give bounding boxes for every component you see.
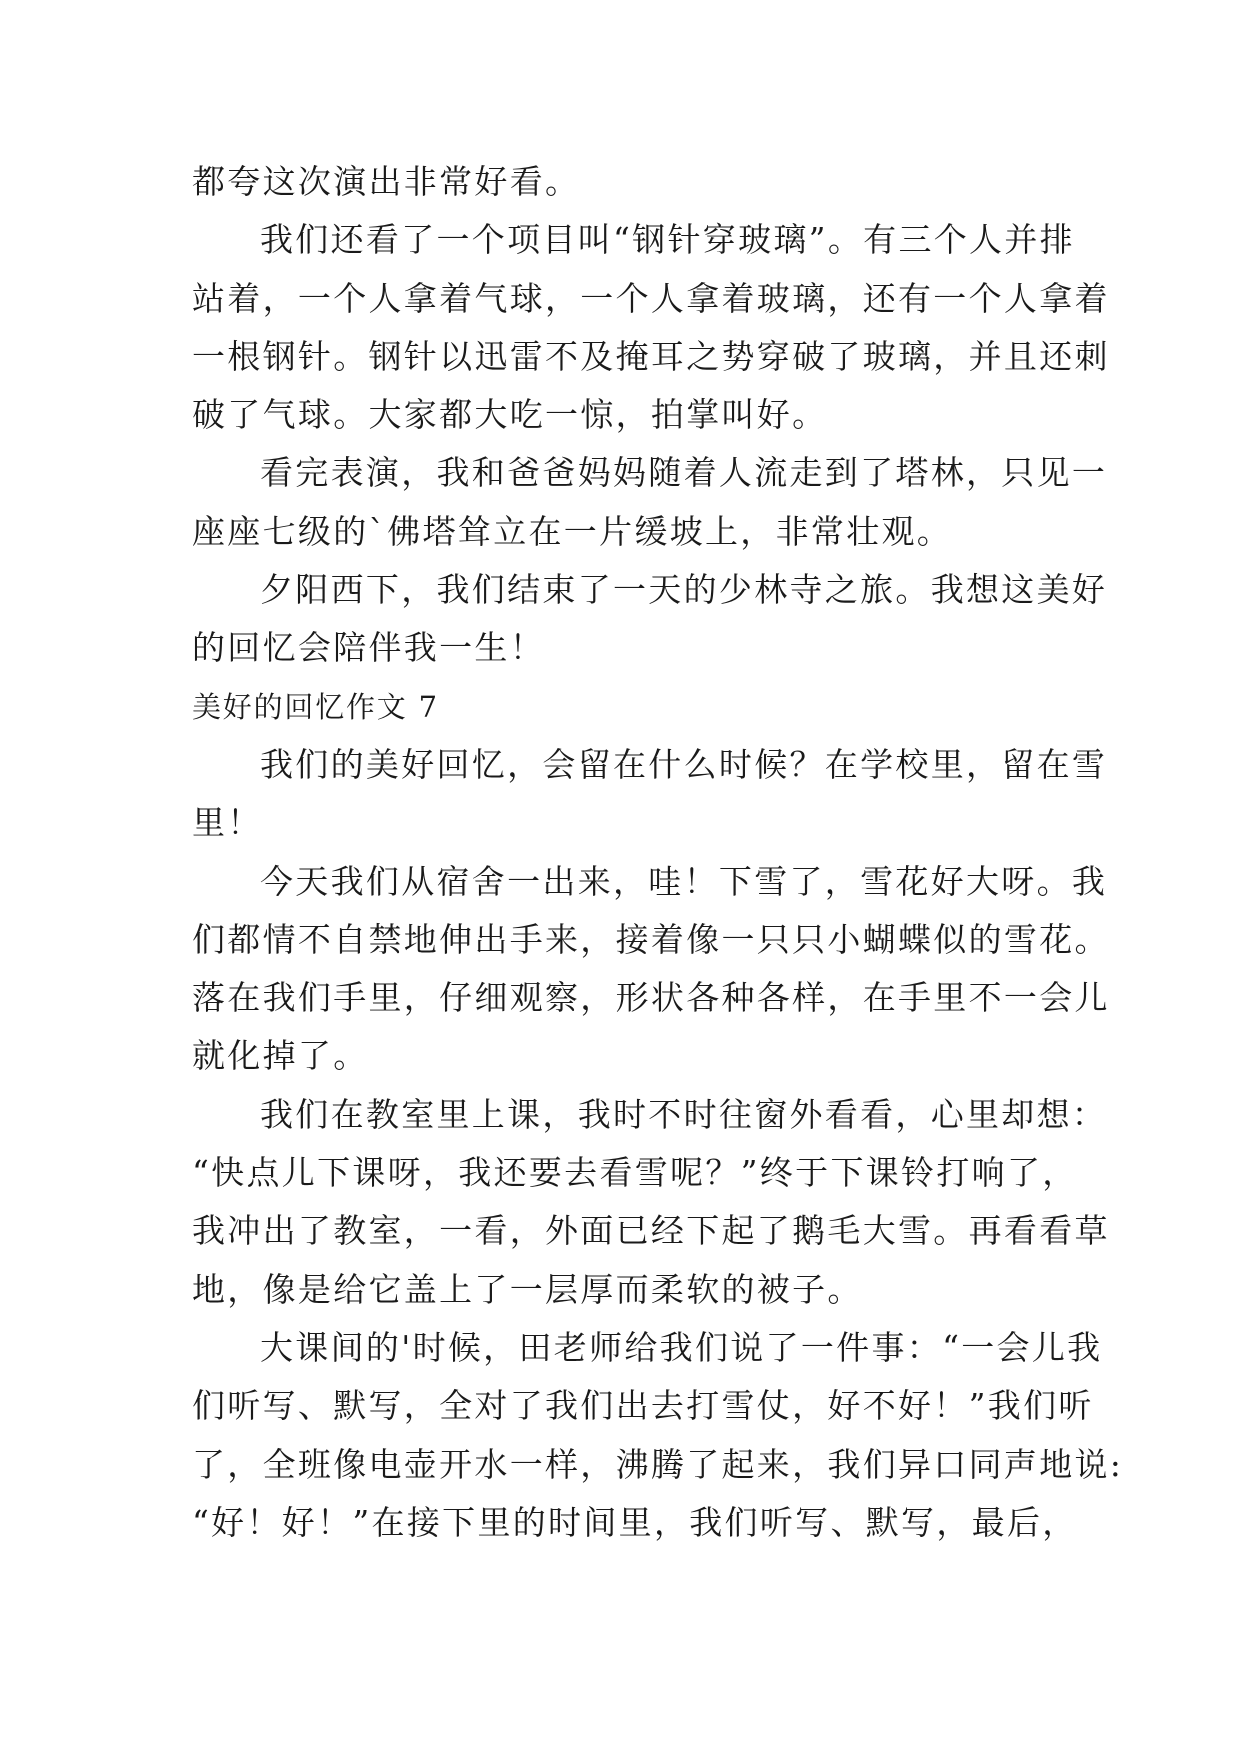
- paragraph-first-line: 看完表演，我和爸爸妈妈随着人流走到了塔林，只见一: [260, 453, 1108, 493]
- text-line: “好！好！”在接下里的时间里，我们听写、默写，最后，: [192, 1502, 1078, 1542]
- text-line: 的回忆会陪伴我一生！: [192, 628, 545, 668]
- text-line: 我冲出了教室，一看，外面已经下起了鹅毛大雪。再看看草: [192, 1211, 1110, 1251]
- paragraph-first-line: 今天我们从宿舍一出来，哇！下雪了，雪花好大呀。我: [260, 861, 1108, 901]
- text-line: 了，全班像电壶开水一样，沸腾了起来，我们异口同声地说:: [192, 1444, 1124, 1484]
- text-line: 们都情不自禁地伸出手来，接着像一只只小蝴蝶似的雪花。: [192, 919, 1110, 959]
- text-line: 站着，一个人拿着气球，一个人拿着玻璃，还有一个人拿着: [192, 278, 1110, 318]
- paragraph-first-line: 夕阳西下，我们结束了一天的少林寺之旅。我想这美好: [260, 570, 1108, 610]
- document-body: [192, 153, 1124, 1552]
- text-line: 地，像是给它盖上了一层厚而柔软的被子。: [192, 1269, 863, 1309]
- text-line: 落在我们手里，仔细观察，形状各种各样，在手里不一会儿: [192, 978, 1110, 1018]
- paragraph-first-line: 我们的美好回忆，会留在什么时候？在学校里，留在雪: [260, 744, 1108, 784]
- text-line: 座座七级的`佛塔耸立在一片缓坡上，非常壮观。: [192, 511, 953, 551]
- text-line: 们听写、默写，全对了我们出去打雪仗，好不好！”我们听: [192, 1386, 1094, 1426]
- text-line: 里！: [192, 803, 263, 843]
- text-line: “快点儿下课呀，我还要去看雪呢？”终于下课铃打响了，: [192, 1153, 1078, 1193]
- text-line: 都夸这次演出非常好看。: [192, 162, 581, 201]
- text-line: 就化掉了。: [192, 1036, 369, 1076]
- paragraph-first-line: 大课间的'时候，田老师给我们说了一件事：“一会儿我: [260, 1327, 1103, 1367]
- text-line: 一根钢针。钢针以迅雷不及掩耳之势穿破了玻璃，并且还刺: [192, 336, 1110, 376]
- text-line: 破了气球。大家都大吃一惊，拍掌叫好。: [192, 395, 828, 435]
- section-heading: 美好的回忆作文 7: [192, 689, 439, 724]
- paragraph-first-line: 我们在教室里上课，我时不时往窗外看看，心里却想：: [260, 1094, 1108, 1134]
- paragraph-first-line: 我们还看了一个项目叫“钢针穿玻璃”。有三个人并排: [260, 220, 1075, 260]
